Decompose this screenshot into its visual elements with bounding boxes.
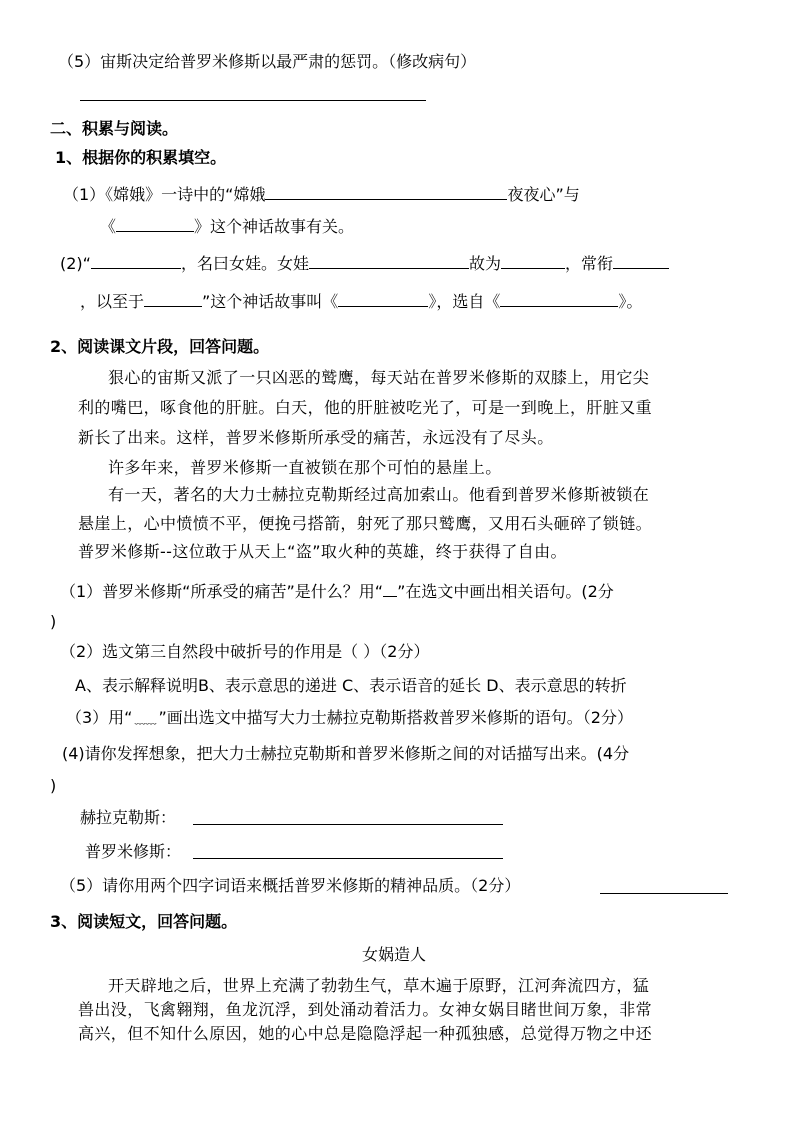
q1-2-blank-2[interactable] (309, 252, 469, 269)
q5-answer-line[interactable] (80, 100, 426, 101)
q2-1-underline-sample (383, 580, 397, 597)
q3-title: 3、阅读短文，回答问题。 (50, 912, 238, 931)
q2-3-text-post: ”画出选文中描写大力士赫拉克勒斯搭救普罗米修斯的语句。（2分） (158, 708, 633, 727)
q1-1-line-a (63, 183, 580, 205)
q2-2-options: A、表示解释说明B、表示意思的递进 C、表示语音的延长 D、表示意思的转折 (75, 676, 627, 695)
story-line-3: 高兴，但不知什么原因，她的心中总是隐隐浮起一种孤独感，总觉得万物之中还 (78, 1024, 653, 1043)
q1-2-blank-7[interactable] (500, 290, 618, 307)
wavy-underline-icon: ﹏﹏ (134, 713, 157, 726)
q1-2-blank-6[interactable] (338, 290, 428, 307)
q1-1-text-pre: （1）《嫦娥》一诗中的“嫦娥 (63, 185, 266, 204)
q1-2-text-4: ，常衔 (564, 254, 613, 273)
q2-4-question-close: ) (50, 776, 57, 795)
q1-1b-text-pre: 《 (100, 217, 117, 236)
q1-2b-text-3: 》，选自《 (428, 292, 501, 311)
story-line-2: 兽出没，飞禽翱翔，鱼龙沉浮，到处涌动着活力。女神女娲目睹世间万象，非常 (78, 1000, 653, 1019)
story-line-1: 开天辟地之后，世界上充满了勃勃生气，草木遍于原野，江河奔流四方，猛 (108, 976, 650, 995)
q5-sick-sentence: （5）宙斯决定给普罗米修斯以最严肃的惩罚。（修改病句） (58, 52, 477, 71)
q1-title: 1、根据你的积累填空。 (55, 148, 227, 167)
q1-1-blank-2[interactable] (116, 215, 194, 232)
q1-2b-text-2: ”这个神话故事叫《 (202, 292, 339, 311)
q1-1-line-b (100, 215, 354, 237)
passage-line-1: 狠心的宙斯又派了一只凶恶的鹫鹰，每天站在普罗米修斯的双膝上，用它尖 (108, 368, 650, 387)
q2-4-question: (4)请你发挥想象，把大力士赫拉克勒斯和普罗米修斯之间的对话描写出来。(4分 (62, 744, 630, 763)
q1-2b-text-1: ，以至于 (80, 292, 145, 311)
q1-1-blank-1[interactable] (265, 183, 507, 200)
q2-1-text-pre: （1）普罗米修斯“所承受的痛苦”是什么？用“ (60, 582, 384, 601)
passage-line-5: 有一天，著名的大力士赫拉克勒斯经过高加索山。他看到普罗米修斯被锁在 (108, 485, 650, 504)
q2-1-line-a (60, 580, 614, 602)
q1-2b-text-4: 》。 (618, 292, 643, 311)
passage-line-4: 许多年来，普罗米修斯一直被锁在那个可怕的悬崖上。 (108, 458, 502, 477)
q2-title: 2、阅读课文片段，回答问题。 (50, 337, 270, 356)
q1-2-blank-5[interactable] (144, 290, 202, 307)
q2-4-prom-label: 普罗米修斯： (85, 842, 182, 861)
q1-2-text-3: 故为 (468, 254, 501, 273)
q2-4-herc-answer-line[interactable] (193, 824, 503, 825)
q1-2-blank-3[interactable] (501, 252, 565, 269)
q2-1-line-b: ) (50, 612, 57, 631)
passage-line-2: 利的嘴巴，啄食他的肝脏。白天，他的肝脏被吃光了，可是一到晚上，肝脏又重 (78, 398, 653, 417)
q1-2-text-2: ，名曰女娃。女娃 (180, 254, 309, 273)
q1-2-text-1: (2)“ (60, 254, 91, 273)
q1-2-blank-4[interactable] (613, 252, 669, 269)
story-title: 女娲造人 (362, 945, 427, 964)
q2-5-question: （5）请你用两个四字词语来概括普罗米修斯的精神品质。（2分） (60, 876, 521, 895)
q1-2-line-a (60, 252, 669, 274)
passage-line-7: 普罗米修斯--这位敢于从天上“盗”取火种的英雄，终于获得了自由。 (78, 542, 567, 561)
passage-line-3: 新长了出来。这样，普罗米修斯所承受的痛苦，永远没有了尽头。 (78, 428, 554, 447)
q1-2-line-b (80, 290, 642, 312)
q1-1-text-post: 夜夜心”与 (507, 185, 580, 204)
section-2-title: 二、积累与阅读。 (50, 119, 179, 138)
q1-1b-text-post: 》这个神话故事有关。 (194, 217, 355, 236)
q2-1-text-post: ”在选文中画出相关语句。(2分 (397, 582, 614, 601)
passage-line-6: 悬崖上，心中愤愤不平，便挽弓搭箭，射死了那只鹫鹰，又用石头砸碎了锁链。 (78, 514, 653, 533)
q2-4-prom-answer-line[interactable] (193, 858, 503, 859)
q1-2-blank-1[interactable] (91, 252, 181, 269)
q2-3-question (66, 708, 633, 730)
q2-4-herc-label: 赫拉克勒斯： (80, 808, 177, 827)
q2-2-question: （2）选文第三自然段中破折号的作用是（ ）（2分） (60, 642, 430, 661)
q2-3-text-pre: （3）用“ (66, 708, 133, 727)
q2-5-answer-line[interactable] (600, 893, 728, 894)
